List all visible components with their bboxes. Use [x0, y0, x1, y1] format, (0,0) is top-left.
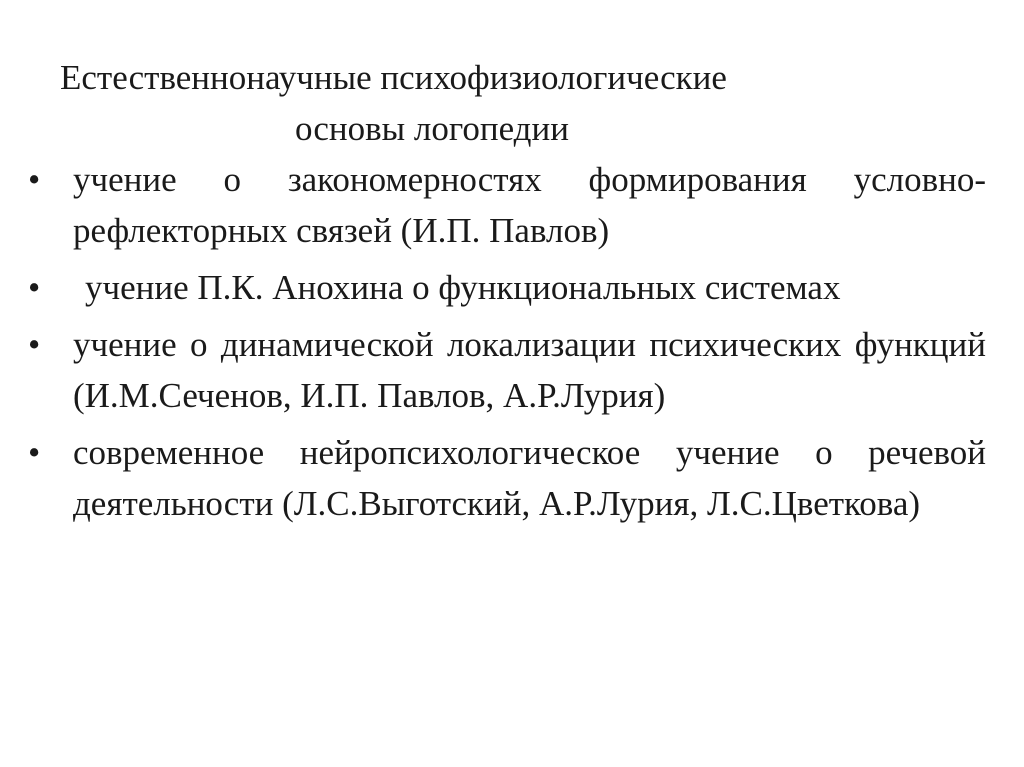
title-line-1: Естественнонаучные психофизиологические	[60, 58, 727, 97]
bullet-list	[28, 154, 986, 535]
bullet-text-4: современное нейропсихологическое учение о речевой деятельности (Л.С.Выготский, А.Р.Лурия, Л.С.Цветкова)	[73, 433, 986, 523]
bullet-icon: •	[28, 268, 41, 307]
bullet-icon: •	[28, 433, 41, 472]
bullet-item-2	[28, 262, 986, 313]
bullet-item-3	[28, 319, 986, 421]
bullet-text-1: учение о закономерностях формирования условно-рефлекторных связей (И.П. Павлов)	[73, 160, 986, 250]
bullet-item-4	[28, 427, 986, 529]
bullet-icon: •	[28, 325, 41, 364]
bullet-icon: •	[28, 160, 41, 199]
title-line-2: основы логопедии	[295, 109, 569, 148]
bullet-text-3: учение о динамической локализации психических функций (И.М.Сеченов, И.П. Павлов, А.Р.Лурия)	[73, 325, 986, 415]
slide-title	[60, 52, 880, 154]
bullet-item-1	[28, 154, 986, 256]
bullet-text-2: учение П.К. Анохина о функциональных системах	[85, 268, 841, 307]
